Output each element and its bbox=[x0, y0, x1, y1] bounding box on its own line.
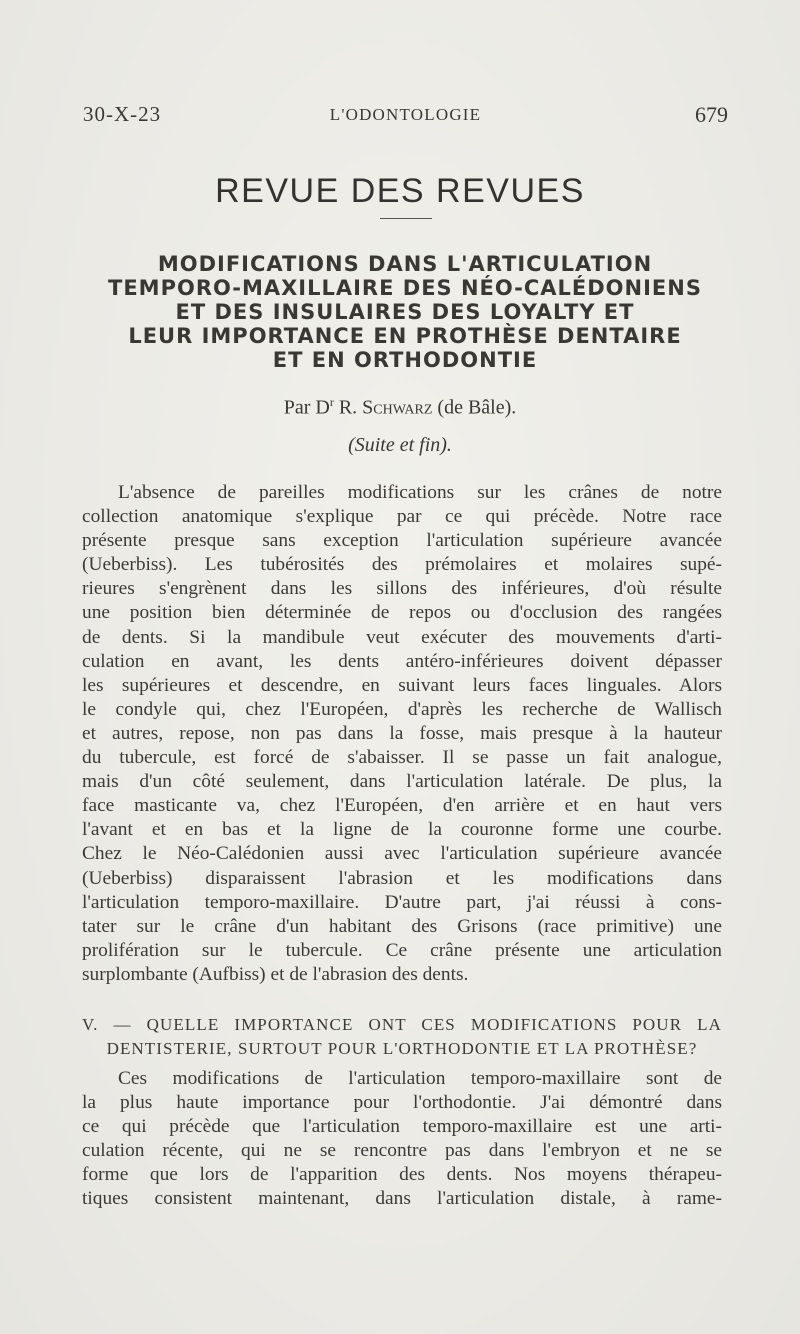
author-surname: Schwarz bbox=[362, 396, 433, 419]
text-line: forme que lors de l'apparition des dents. Nos moyens thérapeu- bbox=[82, 1164, 722, 1186]
page-number: 679 bbox=[695, 102, 728, 127]
byline-title: r bbox=[329, 395, 334, 409]
text-line: les supérieures et descendre, en suivant leurs faces linguales. Alors bbox=[82, 674, 722, 696]
heading-line: DENTISTERIE, SURTOUT POUR L'ORTHODONTIE ET LA PROTHÈSE? bbox=[106, 1039, 698, 1058]
text-line: Chez le Néo-Calédonien aussi avec l'articulation supérieure avancée bbox=[82, 843, 722, 865]
section-v-heading bbox=[82, 1013, 722, 1061]
byline-initial: R. bbox=[333, 396, 363, 419]
text-line: culation en avant, les dents antéro-inférieures doivent dépasser bbox=[82, 650, 722, 672]
article-title-line: TEMPORO-MAXILLAIRE DES NÉO-CALÉDONIENS bbox=[108, 276, 702, 300]
author-byline bbox=[0, 395, 800, 420]
byline-place: (de Bâle). bbox=[432, 396, 517, 419]
byline-prefix: Par D bbox=[283, 396, 330, 419]
text-line: l'articulation temporo-maxillaire. D'autre part, j'ai réussi à cons- bbox=[82, 891, 722, 913]
text-line: (Ueberbiss) disparaissent l'abrasion et les modifications dans bbox=[82, 867, 722, 889]
text-line: présente presque sans exception l'articulation supérieure avancée bbox=[82, 530, 722, 552]
text-line: culation récente, qui ne se rencontre pas dans l'embryon et ne se bbox=[82, 1140, 722, 1162]
article-title-line: LEUR IMPORTANCE EN PROTHÈSE DENTAIRE bbox=[128, 324, 682, 348]
text-line: L'absence de pareilles modifications sur les crânes de notre bbox=[118, 482, 722, 503]
header-journal-name: L'ODONTOLOGIE bbox=[329, 105, 482, 124]
article-title bbox=[80, 252, 730, 372]
text-line: mais d'un côté seulement, dans l'articulation latérale. De plus, la bbox=[82, 771, 722, 793]
continuation-note: (Suite et fin). bbox=[348, 434, 452, 456]
text-line: collection anatomique s'explique par ce qui précède. Notre race bbox=[82, 506, 722, 528]
article-title-line: ET EN ORTHODONTIE bbox=[272, 348, 538, 372]
article-title-line: MODIFICATIONS DANS L'ARTICULATION bbox=[157, 252, 653, 276]
text-line: face masticante va, chez l'Européen, d'en arrière et en haut vers bbox=[82, 795, 722, 817]
text-line: (Ueberbiss). Les tubérosités des prémolaires et molaires supé- bbox=[82, 554, 722, 576]
text-line: Ces modifications de l'articulation temporo-maxillaire sont de bbox=[118, 1068, 722, 1089]
text-line: surplombante (Aufbiss) et de l'abrasion des dents. bbox=[82, 963, 469, 985]
paragraph-2 bbox=[82, 1067, 722, 1212]
title-divider bbox=[380, 218, 432, 219]
paragraph-1 bbox=[82, 481, 722, 987]
text-line: tiques consistent maintenant, dans l'articulation distale, à rame- bbox=[82, 1188, 722, 1210]
text-line: rieures s'engrènent dans les sillons des inférieures, d'où résulte bbox=[82, 578, 722, 600]
running-header bbox=[83, 102, 728, 132]
text-line: la plus haute importance pour l'orthodontie. J'ai démontré dans bbox=[82, 1092, 722, 1114]
text-line: ce qui précède que l'articulation temporo-maxillaire est une arti- bbox=[82, 1116, 722, 1138]
text-line: du tubercule, est forcé de s'abaisser. Il se passe un fait analogue, bbox=[82, 747, 722, 769]
text-line: et autres, repose, non pas dans la fosse, mais presque à la hauteur bbox=[82, 722, 722, 744]
header-date: 30-X-23 bbox=[83, 102, 162, 126]
heading-line: V. — QUELLE IMPORTANCE ONT CES MODIFICATIONS POUR LA bbox=[82, 1015, 722, 1034]
text-line: le condyle qui, chez l'Européen, d'après les recherche de Wallisch bbox=[82, 698, 722, 720]
text-line: l'avant et en bas et la ligne de la couronne forme une courbe. bbox=[82, 819, 722, 841]
text-line: prolifération sur le tubercule. Ce crâne présente une articulation bbox=[82, 939, 722, 961]
article-title-line: ET DES INSULAIRES DES LOYALTY ET bbox=[175, 300, 635, 324]
text-line: tater sur le crâne d'un habitant des Grisons (race primitive) une bbox=[82, 915, 722, 937]
section-title: REVUE DES REVUES bbox=[215, 172, 585, 210]
text-line: de dents. Si la mandibule veut exécuter des mouvements d'arti- bbox=[82, 626, 722, 648]
text-line: une position bien déterminée de repos ou d'occlusion des rangées bbox=[82, 602, 722, 624]
